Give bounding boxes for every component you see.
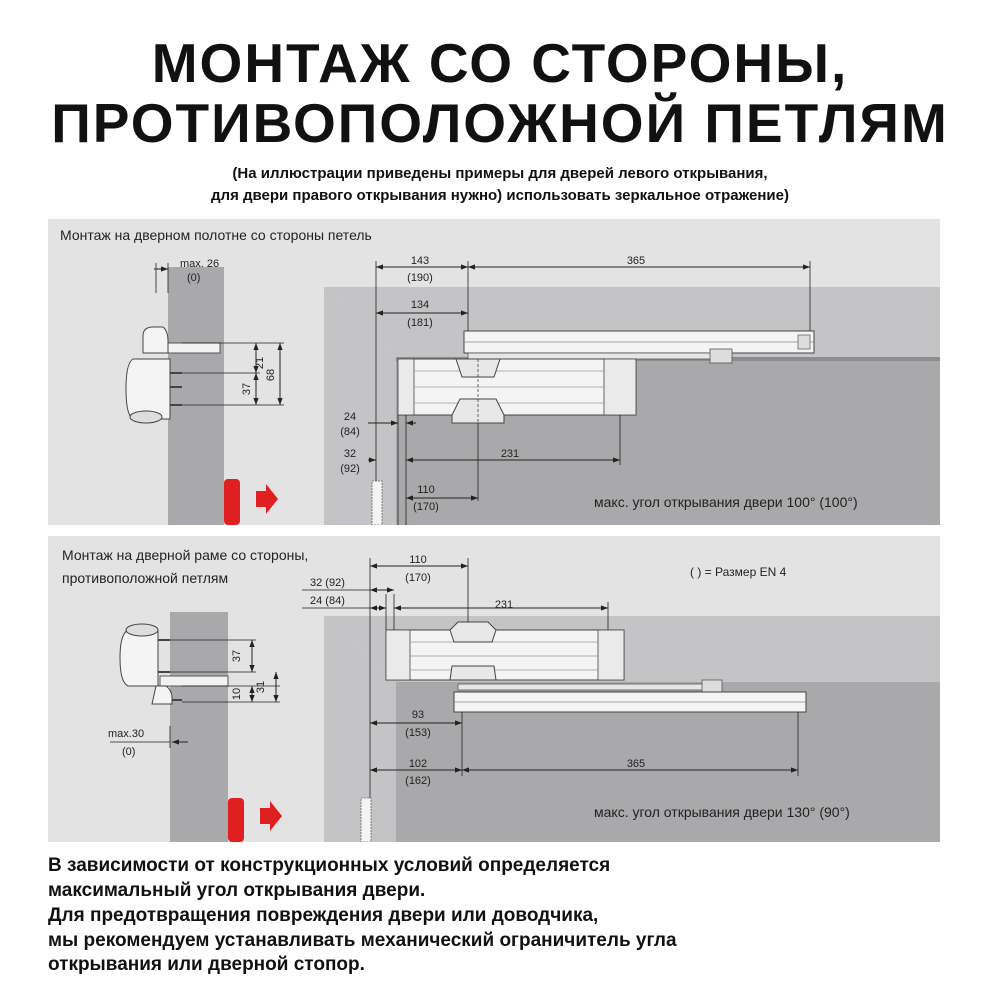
dim-24-bottom: 24 (84): [310, 595, 345, 607]
bottom-diagram-panel: [48, 536, 940, 842]
dim-93: 93: [411, 709, 425, 721]
footer-line1: В зависимости от конструкционных условий определяется: [48, 855, 611, 876]
dim-32: 32: [343, 448, 357, 460]
dim-231-bottom: 231: [494, 599, 514, 611]
footer-line4: мы рекомендуем устанавливать механический ограничитель угла: [48, 930, 677, 951]
dim-24: 24: [343, 411, 357, 423]
en4-legend: ( ) = Размер EN 4: [690, 565, 787, 579]
red-arrow-icon-bottom: [260, 801, 282, 831]
dim-365-bottom: 365: [626, 758, 646, 770]
dim-max30: max.30: [108, 728, 145, 740]
dim-110-bottom: 110: [409, 554, 427, 566]
dim-102: 102: [408, 758, 428, 770]
footer-line3: Для предотвращения повреждения двери или доводчика,: [48, 905, 599, 926]
dim-32-bottom: 32 (92): [310, 577, 345, 589]
footer-line5: открывания или дверной стопор.: [48, 954, 365, 975]
red-arrow-icon: [256, 484, 278, 514]
closer-body-top: [398, 359, 636, 423]
dim-max30-paren: (0): [122, 746, 136, 758]
bottom-diagram: [48, 536, 940, 842]
bottom-caption-line1: Монтаж на дверной раме со стороны,: [62, 547, 309, 563]
top-diagram-panel: [48, 219, 940, 525]
top-angle-text: макс. угол открывания двери 100° (100°): [594, 494, 858, 510]
dim-365: 365: [626, 255, 646, 267]
dim-110: 110: [417, 484, 435, 496]
dim-93-paren: (153): [405, 727, 431, 739]
dim-231: 231: [500, 448, 520, 460]
page-title-line2: ПРОТИВОПОЛОЖНОЙ ПЕТЛЯМ: [51, 92, 949, 154]
dim-31: 31: [255, 680, 267, 694]
dim-37-bottom: 37: [231, 649, 243, 663]
frame-section: [170, 612, 228, 842]
subtitle-line2: для двери правого открывания нужно) использовать зеркальное отражение): [211, 187, 789, 204]
dim-110-bottom-paren: (170): [405, 572, 431, 584]
dim-21: 21: [254, 356, 266, 370]
dim-max26: max. 26: [180, 258, 220, 270]
door-leaf-section: [168, 267, 224, 525]
dim-102-paren: (162): [405, 775, 431, 787]
dim-24-paren: (84): [340, 426, 360, 438]
dim-134: 134: [410, 299, 430, 311]
dim-68: 68: [265, 368, 277, 382]
top-caption: Монтаж на дверном полотне со стороны петель: [60, 227, 372, 243]
bottom-angle-text: макс. угол открывания двери 130° (90°): [594, 804, 850, 820]
dim-134-paren: (181): [407, 317, 433, 329]
dim-32-paren: (92): [340, 463, 360, 475]
dim-37: 37: [241, 382, 253, 396]
top-diagram: [48, 219, 940, 525]
subtitle-line1: (На иллюстрации приведены примеры для дверей левого открывания,: [232, 165, 768, 182]
door-stop-icon-bottom: [228, 798, 244, 842]
footer-line2: максимальный угол открывания двери.: [48, 880, 426, 901]
door-stop-icon: [224, 479, 240, 525]
bottom-caption-line2: противоположной петлям: [62, 570, 229, 586]
dim-max26-paren: (0): [187, 272, 201, 284]
dim-143-paren: (190): [407, 272, 433, 284]
page-title-line1: МОНТАЖ СО СТОРОНЫ,: [151, 32, 849, 94]
dim-143: 143: [410, 255, 430, 267]
dim-10: 10: [231, 687, 243, 701]
closer-body-bottom: [386, 622, 624, 680]
dim-110-paren: (170): [413, 501, 439, 513]
